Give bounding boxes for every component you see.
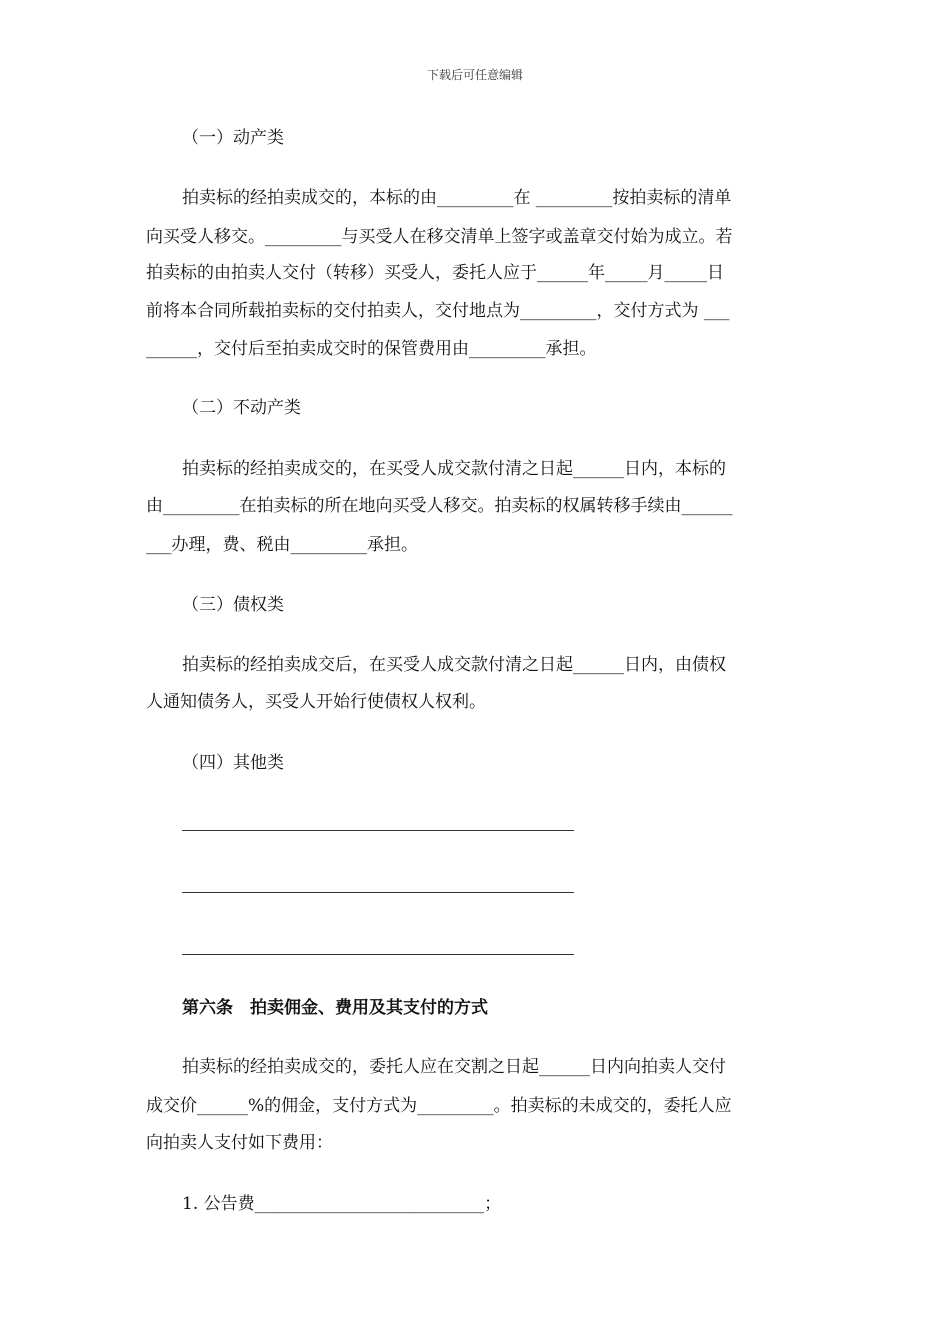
paragraph-line: 拍卖标的由拍卖人交付（转移）买受人，委托人应于______年_____月_____日 [146, 263, 724, 283]
paragraph-line: 拍卖标的经拍卖成交的，在买受人成交款付清之日起______日内，本标的 [182, 459, 726, 479]
blank-fill-line [182, 954, 574, 955]
section-title-movable: （一）动产类 [182, 128, 284, 148]
paragraph-line: ______，交付后至拍卖成交时的保管费用由_________承担。 [146, 339, 597, 359]
paragraph-line: 成交价______%的佣金，支付方式为_________。拍卖标的未成交的，委托人应 [146, 1096, 732, 1116]
blank-fill-line [182, 892, 574, 893]
header-note: 下载后可任意编辑 [426, 68, 523, 82]
paragraph-line: 由_________在拍卖标的所在地向买受人移交。拍卖标的权属转移手续由______ [146, 496, 733, 516]
paragraph-line: 向买受人移交。_________与买受人在移交清单上签字或盖章交付始为成立。若 [146, 227, 733, 247]
blank-fill-line [182, 830, 574, 831]
section-title-immovable: （二）不动产类 [182, 398, 301, 418]
paragraph-line: 拍卖标的经拍卖成交的，本标的由_________在 _________按拍卖标的清单 [182, 188, 732, 208]
paragraph-line: 人通知债务人，买受人开始行使债权人权利。 [146, 692, 486, 712]
section-title-others: （四）其他类 [182, 753, 284, 773]
fee-item-announcement: 1. 公告费___________________________； [182, 1194, 502, 1214]
article-title: 第六条 拍卖佣金、费用及其支付的方式 [182, 998, 488, 1018]
paragraph-line: ___办理，费、税由_________承担。 [146, 535, 418, 555]
paragraph-line: 拍卖标的经拍卖成交后，在买受人成交款付清之日起______日内，由债权 [182, 655, 726, 675]
section-title-claims: （三）债权类 [182, 595, 284, 615]
paragraph-line: 前将本合同所载拍卖标的交付拍卖人，交付地点为_________，交付方式为 ___ [146, 301, 730, 321]
paragraph-line: 拍卖标的经拍卖成交的，委托人应在交割之日起______日内向拍卖人交付 [182, 1057, 726, 1077]
paragraph-line: 向拍卖人支付如下费用： [146, 1133, 333, 1153]
